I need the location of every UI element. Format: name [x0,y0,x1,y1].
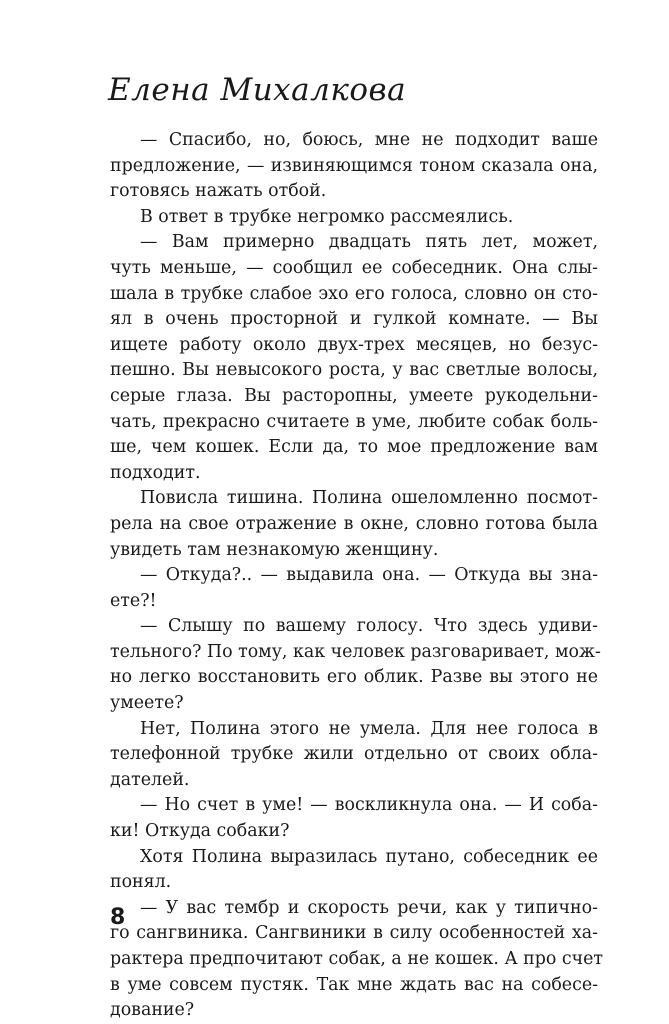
text-line: Хотя Полина выразилась путано, собеседник ее [140,846,598,867]
text-line: рактера предпочитают собак, а не кошек. А про счет [110,949,604,969]
text-line: увидеть там незнакомую женщину. [110,539,439,560]
running-header-author: Елена Михалкова [108,72,407,108]
paragraph [110,845,598,896]
text-line: ищете работу около двух-трех месяцев, но безус- [110,334,598,355]
text-line: предложение, — извиняющимся тоном сказала она, [110,155,598,176]
paragraph [110,486,598,563]
text-line: ки! Откуда собаки? [110,821,290,842]
text-line: рела на свое отражение в окне, словно готова была [110,513,598,534]
paragraph [110,128,598,205]
paragraph [110,614,601,716]
text-line: — Но счет в уме! — воскликнула она. — И соба- [140,795,598,816]
text-line: — У вас тембр и скорость речи, как у типично- [140,897,598,918]
text-line: серые глаза. Вы расторопны, умеете рукодельни- [110,385,598,406]
text-line: — Откуда?.. — выдавила она. — Откуда вы зна- [140,565,598,586]
page-number: 8 [110,905,126,930]
paragraph [110,896,604,1024]
text-line: умеете? [110,693,184,714]
text-line: Нет, Полина этого не умела. Для нее голоса в [140,718,598,739]
body-text [110,128,604,1024]
text-line: чуть меньше, — сообщил ее собеседник. Она слы- [110,257,598,278]
text-line: тельного? По тому, как человек разговаривает, мож- [110,641,601,662]
paragraph [110,205,598,231]
text-line: го сангвиника. Сангвиники в силу особенностей ха- [110,923,598,944]
paragraph [110,563,598,614]
text-line: В ответ в трубке негромко рассмеялись. [140,206,514,227]
text-line: ял в очень просторной и гулкой комнате. — Вы [110,309,598,330]
text-line: готовясь нажать отбой. [110,181,327,202]
text-line: Повисла тишина. Полина ошеломленно посмот- [140,488,598,509]
text-line: пешно. Вы невысокого роста, у вас светлые волосы, [110,360,598,381]
text-line: дование? [110,1000,195,1021]
text-line: шала в трубке слабое эхо его голоса, словно он сто- [110,283,598,304]
text-line: но легко восстановить его облик. Разве вы этого не [110,667,598,688]
paragraph [110,717,598,794]
text-line: в уме совсем пустяк. Так мне ждать вас на собесе- [110,974,598,995]
paragraph [110,793,598,844]
text-line: — Спасибо, но, боюсь, мне не подходит ваше [140,130,598,150]
text-line: телефонной трубке жили отдельно от своих обла- [110,744,598,765]
text-line: — Вам примерно двадцать пять лет, может, [140,232,598,253]
text-line: ше, чем кошек. Если да, то мое предложение вам [110,437,598,458]
text-line: чать, прекрасно считаете в уме, любите собак боль- [110,411,598,432]
text-line: — Слышу по вашему голосу. Что здесь удиви- [140,616,598,637]
text-line: ете?! [110,590,157,611]
text-line: подходит. [110,462,201,483]
text-line: дателей. [110,769,190,790]
paragraph [110,230,598,486]
text-line: понял. [110,872,172,893]
